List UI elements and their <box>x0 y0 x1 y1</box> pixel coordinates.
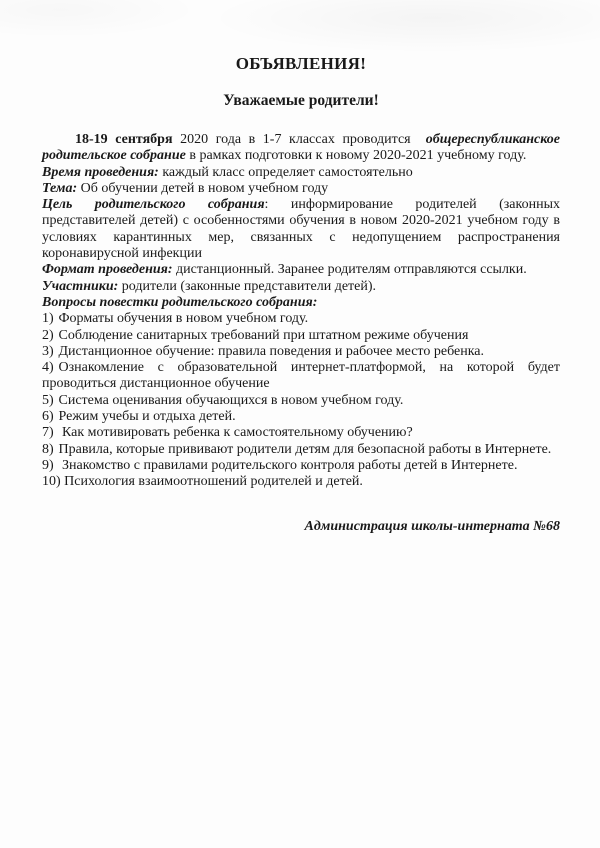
agenda-item-6-number: 6) <box>42 409 54 425</box>
agenda-item-5 <box>42 393 560 409</box>
participants-field <box>42 279 560 295</box>
agenda-item-5-number: 5) <box>42 392 54 408</box>
document-content <box>42 0 560 535</box>
agenda-item-4-number: 4) <box>42 360 54 376</box>
agenda-item-10 <box>42 474 560 490</box>
agenda-item-1-text: Форматы обучения в новом учебном году. <box>58 311 309 327</box>
agenda-item-9 <box>42 458 560 474</box>
agenda-item-2 <box>42 328 560 344</box>
agenda-item-7-text: Как мотивировать ребенка к самостоятельному обучению? <box>58 425 413 441</box>
agenda-item-9-number: 9) <box>42 457 54 473</box>
goal-field <box>42 197 560 262</box>
signature: Администрация школы-интерната №68 <box>304 518 560 534</box>
meeting-time-field <box>42 165 560 181</box>
intro-paragraph <box>42 132 560 165</box>
agenda-item-8-number: 8) <box>42 441 54 457</box>
agenda-list <box>42 311 560 490</box>
agenda-item-10-number: 10) <box>42 474 61 490</box>
agenda-item-8-text: Правила, которые прививают родители детям для безопасной работы в Интернете. <box>58 441 552 457</box>
agenda-item-4-text: Ознакомление с образовательной интернет-платформой, на которой будет проводиться дистанционное обучение <box>42 360 560 392</box>
agenda-item-3 <box>42 344 560 360</box>
meeting-time-value: каждый класс определяет самостоятельно <box>158 164 413 180</box>
participants-label: Участники: <box>42 278 119 294</box>
greeting-heading: Уважаемые родители! <box>223 92 379 109</box>
agenda-item-3-number: 3) <box>42 343 54 359</box>
agenda-item-8 <box>42 442 560 458</box>
agenda-item-7 <box>42 425 560 441</box>
agenda-item-6 <box>42 409 560 425</box>
intro-dates: 18-19 сентября <box>75 132 173 147</box>
document-body <box>42 132 560 535</box>
agenda-item-2-number: 2) <box>42 327 54 343</box>
agenda-item-4 <box>42 360 560 393</box>
agenda-item-1-number: 1) <box>42 311 54 327</box>
intro-text-2: в рамках подготовки к новому 2020-2021 учебному году. <box>185 148 527 164</box>
agenda-item-5-text: Система оценивания обучающихся в новом учебном году. <box>58 392 404 408</box>
agenda-item-6-text: Режим учебы и отдыха детей. <box>58 409 236 425</box>
format-value: дистанционный. Заранее родителям отправляются ссылки. <box>172 262 527 278</box>
agenda-heading: Вопросы повестки родительского собрания: <box>42 294 318 310</box>
intro-text-1: 2020 года в 1-7 классах проводится <box>172 132 426 147</box>
agenda-item-2-text: Соблюдение санитарных требований при штатном режиме обучения <box>58 327 469 343</box>
topic-value: Об обучении детей в новом учебном году <box>77 180 329 196</box>
format-label: Формат проведения: <box>42 262 173 278</box>
topic-label: Тема: <box>42 180 78 196</box>
agenda-item-1 <box>42 311 560 327</box>
meeting-time-label: Время проведения: <box>42 164 159 180</box>
agenda-item-10-text: Психология взаимоотношений родителей и детей. <box>64 474 363 490</box>
participants-value: родители (законные представители детей). <box>118 278 377 294</box>
agenda-item-7-number: 7) <box>42 425 54 441</box>
agenda-item-9-text: Знакомство с правилами родительского контроля работы детей в Интернете. <box>58 457 518 473</box>
goal-value: : информирование родителей (законных представителей детей) с особенностями обучения в новом 2020-2021 учебном году в условиях карантинных мер, связанных с недопущением распространения коронавирусной инфекции <box>42 197 560 262</box>
agenda-item-3-text: Дистанционное обучение: правила поведения и рабочее место ребенка. <box>58 343 485 359</box>
format-field <box>42 262 560 278</box>
topic-field <box>42 181 560 197</box>
page-title: ОБЪЯВЛЕНИЯ! <box>235 54 367 73</box>
intro-event-name: общереспубликанское родительское собрание <box>42 132 560 164</box>
goal-label: Цель родительского собрания <box>42 197 265 213</box>
